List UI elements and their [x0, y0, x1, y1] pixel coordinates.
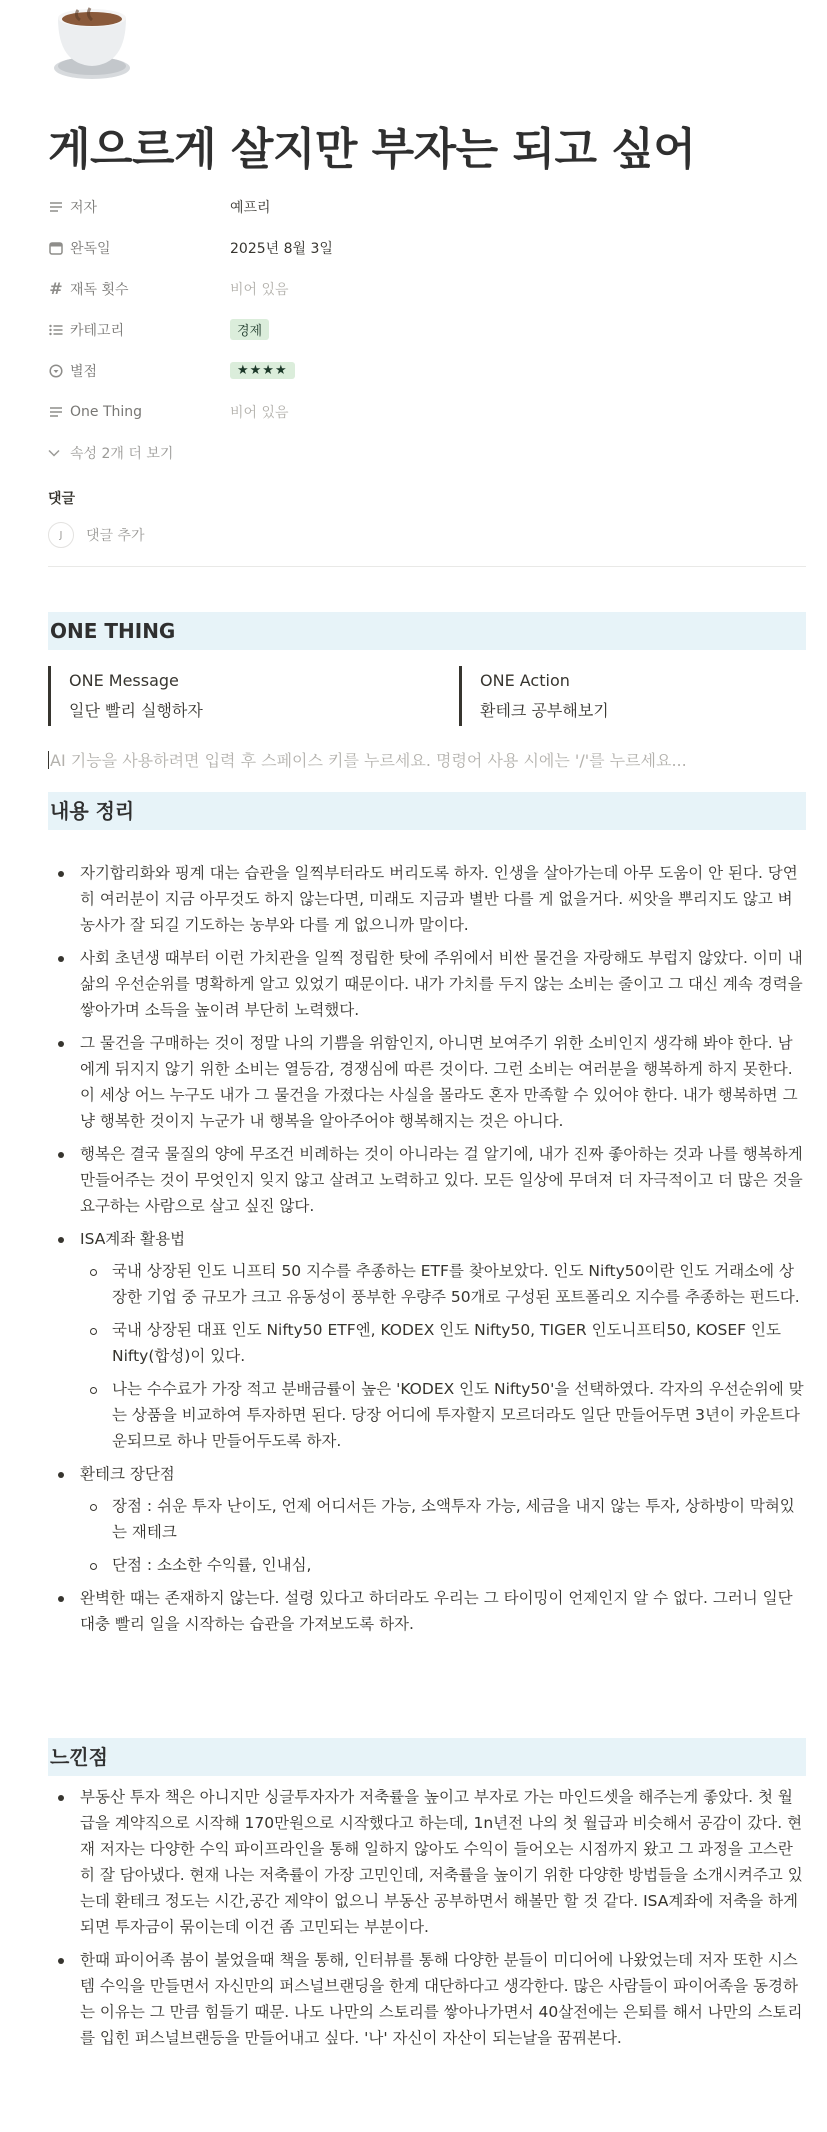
heading-feelings[interactable]: 느낀점 [48, 1738, 806, 1776]
avatar: J [48, 522, 74, 548]
bullet-icon [58, 1472, 64, 1478]
heading-summary[interactable]: 내용 정리 [48, 792, 806, 830]
list-item[interactable]: 한때 파이어족 붐이 불었을때 책을 통해, 인터뷰를 통해 다양한 분들이 미디어에 나왔었는데 저자 또한 시스템 수익을 만들면서 자신만의 퍼스널브랜딩을 한계 대단하다고 생각한다. 많은 사람들이 파이어족을 동경하는 이유는 그 만큼 힘들기 때문. 나도 나만의 스토리를 쌓아나가면서 40살전에는 은퇴를 해서 나만의 스토리를 입힌 퍼스널브랜등을 만들어내고 싶다. '나' 자신이 자산이 되는날을 꿈꿔본다. [48, 1947, 806, 2051]
divider [48, 566, 806, 567]
list-item[interactable]: 사회 초년생 때부터 이런 가치관을 일찍 정립한 탓에 주위에서 비싼 물건을 자랑해도 부럽지 않았다. 이미 내 삶의 우선순위를 명확하게 알고 있었기 때문이다. 내가 가치를 두지 않는 소비는 줄이고 그 대신 계속 경력을 쌓아가며 소득을 높이려 부단히 노력했다. [48, 945, 806, 1023]
hollow-bullet-icon [90, 1328, 97, 1335]
hollow-bullet-icon [90, 1504, 97, 1511]
ai-input-placeholder[interactable]: AI 기능을 사용하려면 입력 후 스페이스 키를 누르세요. 명령어 사용 시에는 '/'를 누르세요... [50, 751, 687, 770]
rating-tag[interactable]: ★★★★ [230, 362, 295, 379]
calendar-icon [48, 240, 64, 256]
one-message-block[interactable] [48, 666, 448, 726]
show-more-label: 속성 2개 더 보기 [70, 445, 174, 462]
bullet-icon [58, 1041, 64, 1047]
comments-title: 댓글 [48, 491, 76, 507]
summary-list [48, 860, 806, 1644]
list-item[interactable]: 그 물건을 구매하는 것이 정말 나의 기쁨을 위함인지, 아니면 보여주기 위한 소비인지 생각해 봐야 한다. 남에게 뒤지지 않기 위한 소비는 열등감, 경쟁심에 따른 것이다. 그런 소비는 여러분을 행복하게 하지 못한다. 이 세상 어느 누구도 내가 그 물건을 가졌다는 사실을 몰라도 혼자 만족할 수 있어야 한다. 내가 행복하면 그냥 행복한 것이지 누군가 내 행복을 알아주어야 행복해지는 것은 아니다. [48, 1030, 806, 1134]
bullet-icon [58, 871, 64, 877]
property-value[interactable]: 비어 있음 [230, 404, 289, 421]
bullet-icon [58, 1237, 64, 1243]
hollow-bullet-icon [90, 1563, 97, 1570]
add-comment[interactable] [48, 522, 145, 548]
property-category[interactable] [48, 309, 806, 350]
property-rating[interactable] [48, 350, 806, 391]
bullet-icon [58, 1958, 64, 1964]
property-label: 재독 횟수 [70, 281, 129, 298]
list-item[interactable]: 부동산 투자 책은 아니지만 싱글투자자가 저축률을 높이고 부자로 가는 마인드셋을 해주는게 좋았다. 첫 월급을 계약직으로 시작해 170만원으로 시작했다고 하는데, 1n년전 나의 첫 월급과 비슷해서 공감이 갔다. 현재 저자는 다양한 수익 파이프라인을 통해 일하지 않아도 수익이 들어오는 시점까지 왔고 그 과정을 고스란히 잘 담아냈다. 현재 나는 저축률이 가장 고민인데, 저축률을 높이기 위한 다양한 방법들을 소개시켜주고 있는데 환테크 정도는 시간,공간 제약이 없으니 부동산 공부하면서 해볼만 할 것 같다. ISA계좌에 저축을 하게 되면 투자금이 묶이는데 이건 좀 고민되는 부분이다. [48, 1784, 806, 1940]
show-more-properties-button[interactable] [48, 432, 806, 473]
text-caret [48, 751, 49, 769]
properties-panel [48, 186, 806, 473]
list-item[interactable]: 나는 수수료가 가장 적고 분배금률이 높은 'KODEX 인도 Nifty50'을 선택하였다. 각자의 우선순위에 맞는 상품을 비교하여 투자하면 된다. 당장 어디에 투자할지 모르더라도 일단 만들어두면 3년이 카운트다운되므로 하나 만들어두도록 하자. [80, 1376, 806, 1454]
hollow-bullet-icon [90, 1387, 97, 1394]
property-label: 완독일 [70, 240, 111, 257]
list-item[interactable]: ISA계좌 활용법 국내 상장된 인도 니프티 50 지수를 추종하는 ETF를 찾아보았다. 인도 Nifty50이란 인도 거래소에 상장한 기업 중 규모가 크고 유동성이 풍부한 우량주 50개로 구성된 포트폴리오 지수를 추종하는 펀드다. 국내 상장된 대표 인도 Nifty50 ETF엔, KODEX 인도 Nifty50, TIGER 인도니프티50, KOSEF 인도 Nifty(합성)이 있다. 나는 수수료가 가장 적고 분배금률이 높은 'KODEX 인도 Nifty50'을 선택하였다. 각자의 우선순위에 맞는 상품을 비교하여 투자하면 된다. 당장 어디에 투자할지 모르더라도 일단 만들어두면 3년이 카운트다운되므로 하나 만들어두도록 하자. [48, 1226, 806, 1454]
property-one-thing[interactable] [48, 391, 806, 432]
property-label: 카테고리 [70, 322, 125, 339]
one-action-head: ONE Action [480, 671, 570, 690]
hash-icon: # [49, 279, 63, 298]
bullet-icon [58, 1795, 64, 1801]
one-thing-columns [48, 666, 806, 726]
property-author[interactable] [48, 186, 806, 227]
bullet-icon [58, 1152, 64, 1158]
list-item[interactable]: 단점 : 소소한 수익률, 인내심, [80, 1552, 806, 1578]
add-comment-placeholder[interactable]: 댓글 추가 [86, 528, 145, 544]
list-icon [48, 322, 64, 338]
one-action-block[interactable] [459, 666, 799, 726]
property-label: 저자 [70, 199, 98, 216]
list-item[interactable]: 장점 : 쉬운 투자 난이도, 언제 어디서든 가능, 소액투자 가능, 세금을 내지 않는 투자, 상하방이 막혀있는 재테크 [80, 1493, 806, 1545]
category-tag[interactable]: 경제 [230, 319, 269, 340]
list-item[interactable]: 환테크 장단점 장점 : 쉬운 투자 난이도, 언제 어디서든 가능, 소액투자 가능, 세금을 내지 않는 투자, 상하방이 막혀있는 재테크 단점 : 소소한 수익률, 인내심, [48, 1461, 806, 1578]
text-lines-icon [48, 404, 64, 420]
property-label: 별점 [70, 363, 98, 380]
list-item[interactable]: 국내 상장된 대표 인도 Nifty50 ETF엔, KODEX 인도 Nifty50, TIGER 인도니프티50, KOSEF 인도 Nifty(합성)이 있다. [80, 1317, 806, 1369]
bullet-icon [58, 956, 64, 962]
feelings-list [48, 1784, 806, 2058]
property-reread-count[interactable] [48, 268, 806, 309]
chevron-down-icon [48, 445, 64, 461]
one-message-body: 일단 빨리 실행하자 [69, 701, 203, 720]
list-item[interactable]: 국내 상장된 인도 니프티 50 지수를 추종하는 ETF를 찾아보았다. 인도 Nifty50이란 인도 거래소에 상장한 기업 중 규모가 크고 유동성이 풍부한 우량주 50개로 구성된 포트폴리오 지수를 추종하는 펀드다. [80, 1258, 806, 1310]
list-item[interactable]: 완벽한 때는 존재하지 않는다. 설령 있다고 하더라도 우리는 그 타이밍이 언제인지 알 수 없다. 그러니 일단 대충 빨리 일을 시작하는 습관을 가져보도록 하자. [48, 1585, 806, 1637]
property-finish-date[interactable] [48, 227, 806, 268]
text-lines-icon [48, 199, 64, 215]
one-message-head: ONE Message [69, 671, 179, 690]
property-value[interactable]: 예프리 [230, 199, 271, 216]
status-icon [48, 363, 64, 379]
property-value[interactable]: 비어 있음 [230, 281, 289, 298]
page-title[interactable]: 게으르게 살지만 부자는 되고 싶어 [48, 124, 696, 175]
bullet-icon [58, 1596, 64, 1602]
coffee-cup-icon[interactable] [48, 6, 136, 82]
one-action-body: 환테크 공부해보기 [480, 701, 609, 720]
heading-one-thing[interactable]: ONE THING [48, 612, 806, 650]
list-item[interactable]: 행복은 결국 물질의 양에 무조건 비례하는 것이 아니라는 걸 알기에, 내가 진짜 좋아하는 것과 나를 행복하게 만들어주는 것이 무엇인지 잊지 않고 살려고 노력하고 있다. 모든 일상에 무뎌져 더 자극적이고 더 많은 것을 요구하는 사람으로 살고 싶진 않다. [48, 1141, 806, 1219]
property-value[interactable]: 2025년 8월 3일 [230, 240, 333, 257]
property-label: One Thing [70, 403, 143, 420]
list-item[interactable]: 자기합리화와 핑계 대는 습관을 일찍부터라도 버리도록 하자. 인생을 살아가는데 아무 도움이 안 된다. 당연히 여러분이 지금 아무것도 하지 않는다면, 미래도 지금과 별반 다를 게 없을거다. 씨앗을 뿌리지도 않고 벼농사가 잘 되길 기도하는 농부와 다를 게 없으니까 말이다. [48, 860, 806, 938]
hollow-bullet-icon [90, 1269, 97, 1276]
